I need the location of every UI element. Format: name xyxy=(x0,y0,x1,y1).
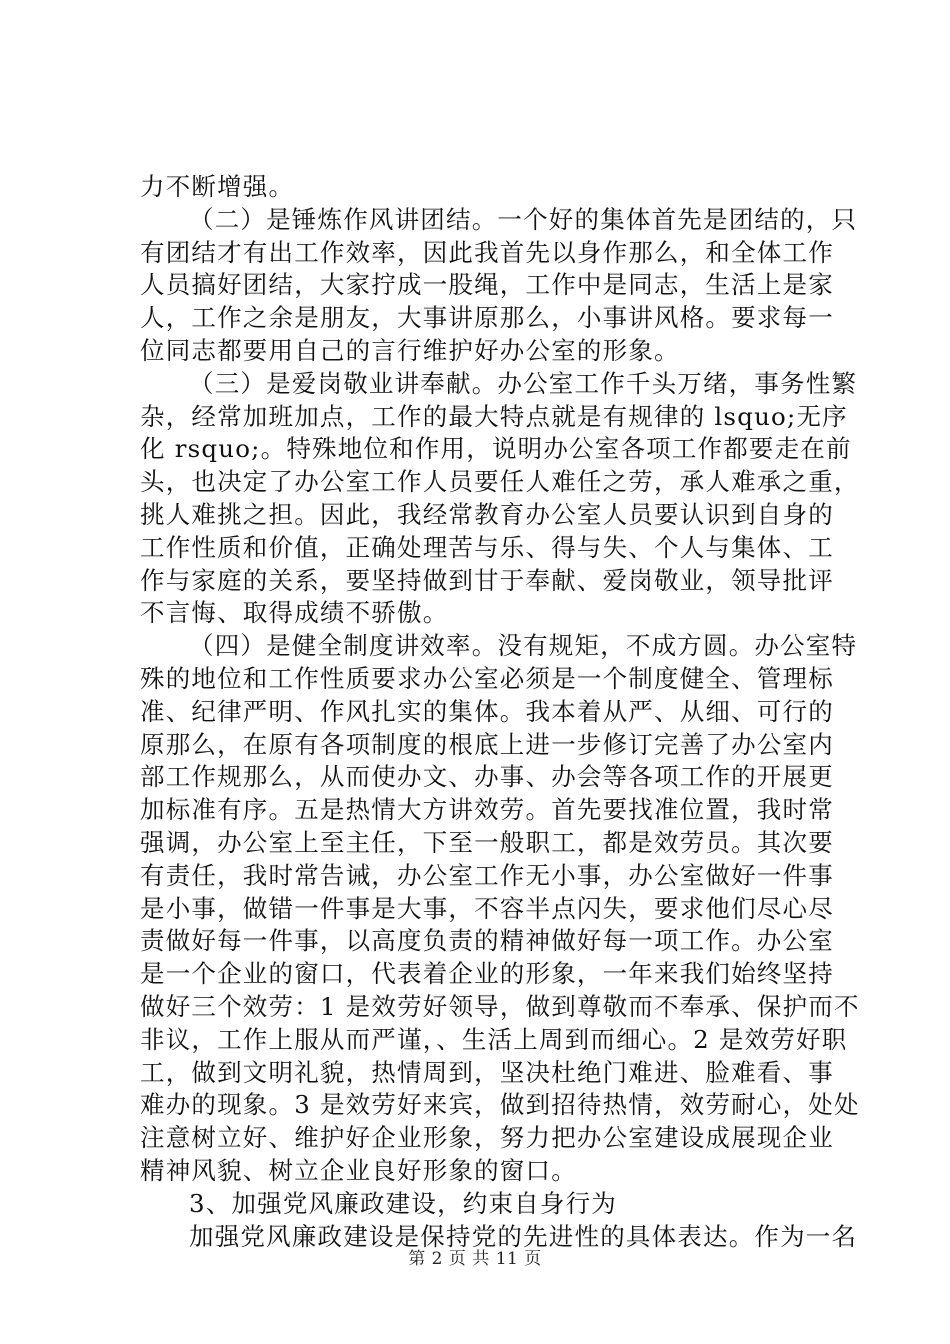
text-line: 部工作规那么，从而使办文、办事、办会等各项工作的开展更 xyxy=(140,762,834,792)
text-line: 殊的地位和工作性质要求办公室必须是一个制度健全、管理标 xyxy=(140,663,834,693)
section-heading: 3、加强党风廉政建设，约束自身行为 xyxy=(189,1188,617,1218)
text-line: 工作性质和价值，正确处理苦与乐、得与失、个人与集体、工 xyxy=(140,532,834,562)
page-number-footer: 第 2 页 共 11 页 xyxy=(408,1249,542,1269)
text-line: 难办的现象。3 是效劳好来宾，做到招待热情，效劳耐心，处处 xyxy=(140,1090,860,1120)
text-line: 原那么，在原有各项制度的根底上进一步修订完善了办公室内 xyxy=(140,729,834,759)
text-line: 注意树立好、维护好企业形象，努力把办公室建设成展现企业 xyxy=(140,1123,834,1153)
text-line: 化 rsquo;。特殊地位和作用，说明办公室各项工作都要走在前 xyxy=(140,434,852,464)
text-line: 是小事，做错一件事是大事，不容半点闪失，要求他们尽心尽 xyxy=(140,893,834,923)
text-line: 精神风貌、树立企业良好形象的窗口。 xyxy=(140,1155,577,1185)
text-line: 头，也决定了办公室工作人员要任人难任之劳，承人难承之重， xyxy=(140,467,860,497)
document-body xyxy=(140,171,860,1253)
paragraph-5-start: 加强党风廉政建设是保持党的先进性的具体表达。作为一名 xyxy=(189,1221,858,1251)
text-line: 工，做到文明礼貌，热情周到，坚决杜绝门难进、脸难看、事 xyxy=(140,1057,834,1087)
text-line: 有责任，我时常告诫，办公室工作无小事，办公室做好一件事 xyxy=(140,860,834,890)
paragraph-4-start: （四）是健全制度讲效率。没有规矩，不成方圆。办公室特 xyxy=(189,631,858,661)
text-line: 挑人难挑之担。因此，我经常教育办公室人员要认识到自身的 xyxy=(140,499,834,529)
text-line: 杂，经常加班加点，工作的最大特点就是有规律的 lsquo;无序 xyxy=(140,401,848,431)
text-line: 有团结才有出工作效率，因此我首先以身作那么，和全体工作 xyxy=(140,237,834,267)
text-line: 是一个企业的窗口，代表着企业的形象，一年来我们始终坚持 xyxy=(140,959,834,989)
paragraph-2-start: （二）是锤炼作风讲团结。一个好的集体首先是团结的，只 xyxy=(189,204,858,234)
text-line: 非议，工作上服从而严谨，、生活上周到而细心。2 是效劳好职 xyxy=(140,1024,848,1054)
text-line: 强调，办公室上至主任，下至一般职工，都是效劳员。其次要 xyxy=(140,827,834,857)
text-line: 做好三个效劳：1 是效劳好领导，做到尊敬而不奉承、保护而不 xyxy=(140,991,860,1021)
text-line: 加标准有序。五是热情大方讲效劳。首先要找准位置，我时常 xyxy=(140,795,834,825)
text-line: 责做好每一件事，以高度负责的精神做好每一项工作。办公室 xyxy=(140,926,834,956)
text-line: 位同志都要用自己的言行维护好办公室的形象。 xyxy=(140,335,680,365)
text-line: 力不断增强。 xyxy=(140,172,295,201)
text-line: 人，工作之余是朋友，大事讲原那么，小事讲风格。要求每一 xyxy=(140,303,834,333)
text-line: 作与家庭的关系，要坚持做到甘于奉献、爱岗敬业，领导批评 xyxy=(140,565,834,595)
text-line: 准、纪律严明、作风扎实的集体。我本着从严、从细、可行的 xyxy=(140,696,834,726)
text-line: 不言悔、取得成绩不骄傲。 xyxy=(140,598,449,628)
text-line: 人员搞好团结，大家拧成一股绳，工作中是同志，生活上是家 xyxy=(140,270,834,300)
paragraph-3-start: （三）是爱岗敬业讲奉献。办公室工作千头万绪，事务性繁 xyxy=(189,368,858,398)
